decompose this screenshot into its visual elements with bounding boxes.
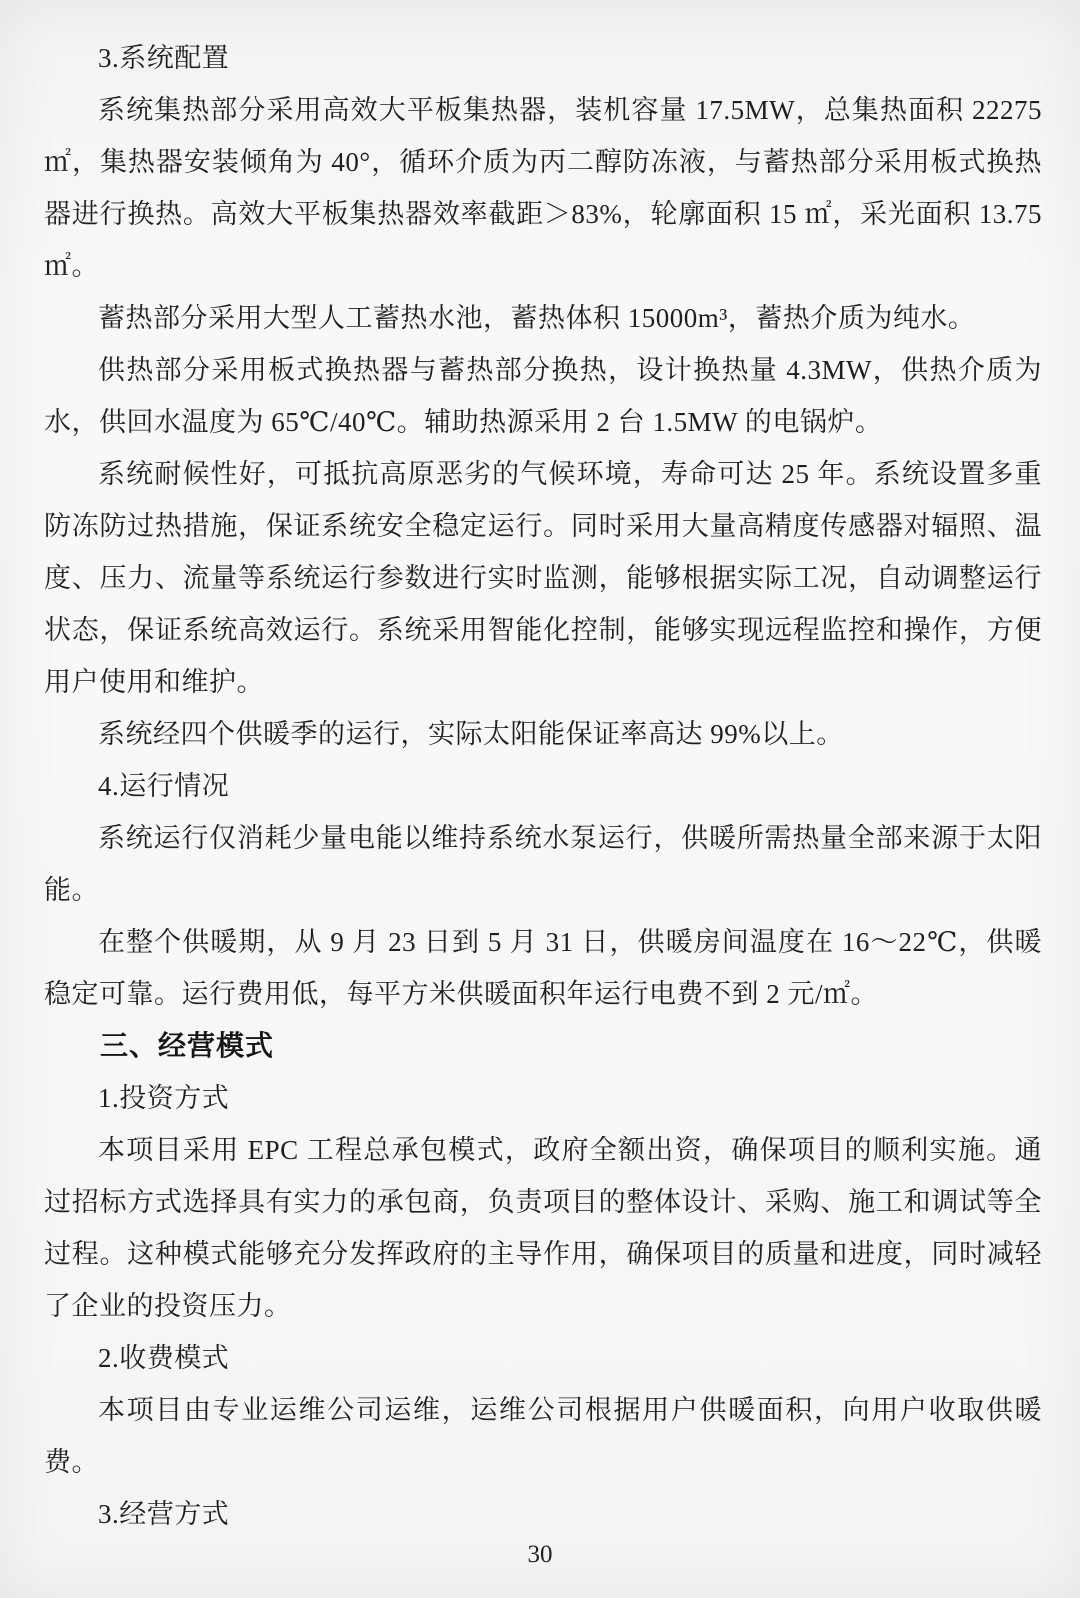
sub-heading-system-config: 3.系统配置: [98, 43, 230, 73]
paragraph-heating-specs: 供热部分采用板式换热器与蓄热部分换热，设计换热量 4.3MW，供热介质为水，供回水温度为 65℃/40℃。辅助热源采用 2 台 1.5MW 的电锅炉。: [44, 355, 1042, 437]
paragraph-epc-model: 本项目采用 EPC 工程总承包模式，政府全额出资，确保项目的顺利实施。通过招标方式选择具有实力的承包商，负责项目的整体设计、采购、施工和调试等全过程。这种模式能够充分发挥政府的主导作用，确保项目的质量和进度，同时减轻了企业的投资压力。: [44, 1135, 1042, 1321]
sub-heading-investment: 1.投资方式: [98, 1083, 230, 1113]
paragraph-solar-rate: 系统经四个供暖季的运行，实际太阳能保证率高达 99%以上。: [98, 719, 844, 749]
document-body: [44, 32, 1042, 1540]
paragraph-energy-use: 系统运行仅消耗少量电能以维持系统水泵运行，供暖所需热量全部来源于太阳能。: [44, 823, 1042, 905]
paragraph-collector-specs: 系统集热部分采用高效大平板集热器，装机容量 17.5MW，总集热面积 22275 ㎡，集热器安装倾角为 40°，循环介质为丙二醇防冻液，与蓄热部分采用板式换热器进行换热。高效大平板集热器效率截距＞83%，轮廓面积 15 ㎡，采光面积 13.75 ㎡。: [44, 95, 1042, 281]
sub-heading-operating-mode: 3.经营方式: [98, 1499, 230, 1529]
page-number: 30: [527, 1541, 553, 1568]
sub-heading-fee-model: 2.收费模式: [98, 1343, 230, 1373]
paragraph-heating-period: 在整个供暖期，从 9 月 23 日到 5 月 31 日，供暖房间温度在 16～22℃，供暖稳定可靠。运行费用低，每平方米供暖面积年运行电费不到 2 元/㎡。: [44, 927, 1042, 1009]
paragraph-storage-specs: 蓄热部分采用大型人工蓄热水池，蓄热体积 15000m³，蓄热介质为纯水。: [98, 303, 976, 333]
paragraph-fee-model: 本项目由专业运维公司运维，运维公司根据用户供暖面积，向用户收取供暖费。: [44, 1395, 1042, 1477]
sub-heading-operation: 4.运行情况: [98, 771, 230, 801]
paragraph-durability: 系统耐候性好，可抵抗高原恶劣的气候环境，寿命可达 25 年。系统设置多重防冻防过热措施，保证系统安全稳定运行。同时采用大量高精度传感器对辐照、温度、压力、流量等系统运行参数进行实时监测，能够根据实际工况，自动调整运行状态，保证系统高效运行。系统采用智能化控制，能够实现远程监控和操作，方便用户使用和维护。: [44, 459, 1042, 697]
section-heading-business-model: 三、经营模式: [100, 1030, 275, 1061]
